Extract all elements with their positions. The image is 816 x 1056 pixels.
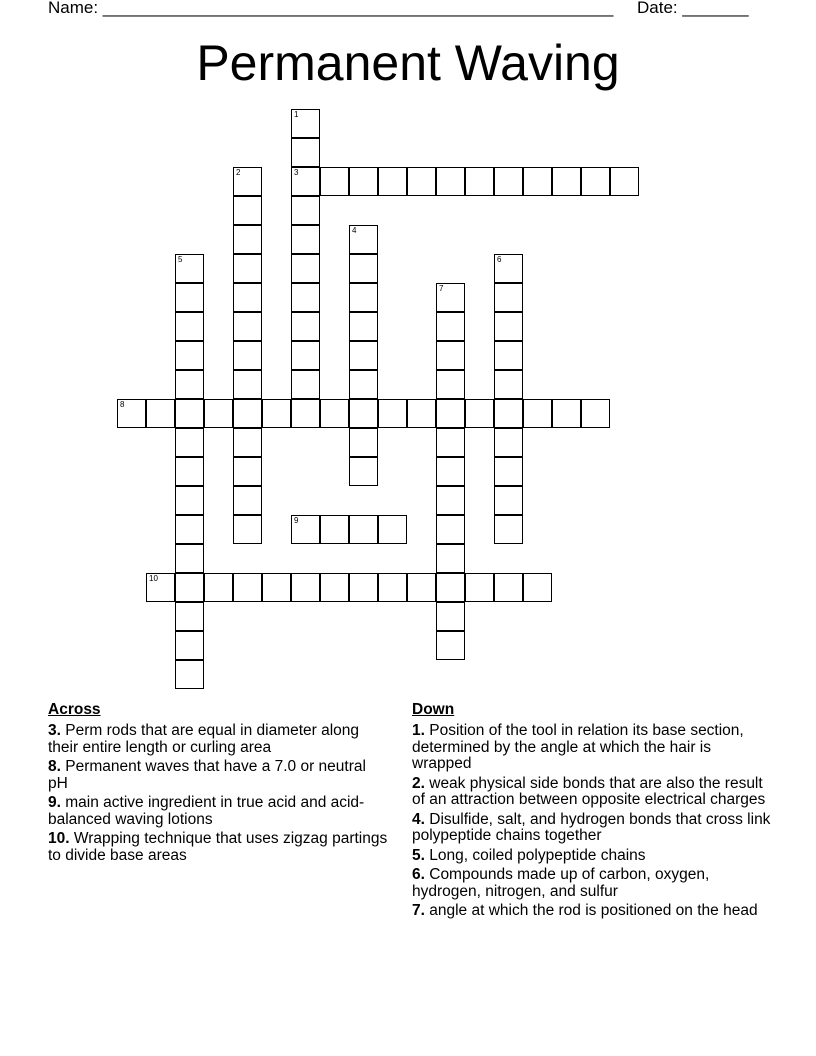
grid-cell[interactable]: [494, 370, 523, 399]
grid-cell[interactable]: [291, 573, 320, 602]
clue-number: 4.: [412, 810, 425, 828]
grid-cell[interactable]: [523, 167, 552, 196]
clue-number: 1.: [412, 722, 425, 739]
across-clue: [48, 831, 388, 864]
cell-number: 9: [294, 516, 299, 525]
cell-number: 3: [294, 168, 299, 177]
grid-cell[interactable]: [465, 399, 494, 428]
grid-cell[interactable]: [407, 167, 436, 196]
grid-cell[interactable]: [349, 167, 378, 196]
grid-cell[interactable]: [291, 341, 320, 370]
grid-cell[interactable]: [291, 370, 320, 399]
grid-cell[interactable]: [378, 573, 407, 602]
grid-cell[interactable]: [146, 573, 175, 602]
grid-cell[interactable]: [552, 167, 581, 196]
grid-cell[interactable]: [436, 515, 465, 544]
down-clue: [412, 723, 772, 773]
grid-cell[interactable]: [233, 341, 262, 370]
down-clues: [412, 701, 772, 923]
grid-cell[interactable]: [581, 167, 610, 196]
clue-text: main active ingredient in true acid and acid-balanced waving lotions: [48, 794, 365, 828]
grid-cell[interactable]: [204, 573, 233, 602]
grid-cell[interactable]: [233, 225, 262, 254]
clue-text: Permanent waves that have a 7.0 or neutral pH: [48, 758, 366, 792]
grid-cell[interactable]: [204, 399, 233, 428]
grid-cell[interactable]: [175, 341, 204, 370]
grid-cell[interactable]: [175, 399, 204, 428]
grid-cell[interactable]: [436, 602, 465, 631]
grid-cell[interactable]: [349, 515, 378, 544]
grid-cell[interactable]: [494, 283, 523, 312]
grid-cell[interactable]: [146, 399, 175, 428]
grid-cell[interactable]: [378, 399, 407, 428]
name-label: Name:: [48, 0, 103, 17]
grid-cell[interactable]: [233, 428, 262, 457]
grid-cell[interactable]: [494, 341, 523, 370]
cell-number: 6: [497, 255, 502, 264]
grid-cell[interactable]: [262, 399, 291, 428]
grid-cell[interactable]: [175, 660, 204, 689]
grid-cell[interactable]: [465, 167, 494, 196]
grid-cell[interactable]: [175, 602, 204, 631]
clue-number: 10.: [48, 830, 70, 847]
clue-number: 9.: [48, 794, 61, 811]
grid-cell[interactable]: [233, 399, 262, 428]
grid-cell[interactable]: [233, 457, 262, 486]
grid-cell[interactable]: [349, 428, 378, 457]
grid-cell[interactable]: [291, 312, 320, 341]
cell-number: 5: [178, 255, 183, 264]
down-clue: [412, 848, 772, 865]
grid-cell[interactable]: [291, 109, 320, 138]
grid-cell[interactable]: [494, 573, 523, 602]
across-clue-list: [48, 723, 388, 864]
grid-cell[interactable]: [175, 573, 204, 602]
down-clue: [412, 867, 772, 900]
grid-cell[interactable]: [233, 370, 262, 399]
date-blank[interactable]: _______: [682, 0, 749, 17]
grid-cell[interactable]: [581, 399, 610, 428]
grid-cell[interactable]: [233, 515, 262, 544]
grid-cell[interactable]: [436, 544, 465, 573]
grid-cell[interactable]: [436, 428, 465, 457]
grid-cell[interactable]: [465, 573, 494, 602]
grid-cell[interactable]: [436, 631, 465, 660]
grid-cell[interactable]: [349, 573, 378, 602]
grid-cell[interactable]: [552, 399, 581, 428]
grid-cell[interactable]: [262, 573, 291, 602]
cell-number: 8: [120, 400, 125, 409]
down-heading: Down: [412, 701, 455, 718]
grid-cell[interactable]: [349, 225, 378, 254]
grid-cell[interactable]: [175, 486, 204, 515]
grid-cell[interactable]: [349, 399, 378, 428]
clue-text: Long, coiled polypeptide chains: [424, 846, 646, 864]
grid-cell[interactable]: [233, 167, 262, 196]
across-heading: Across: [48, 701, 101, 718]
grid-cell[interactable]: [320, 515, 349, 544]
grid-cell[interactable]: [175, 544, 204, 573]
grid-cell[interactable]: [291, 196, 320, 225]
clue-text: angle at which the rod is positioned on the head: [424, 902, 758, 919]
grid-cell[interactable]: [291, 138, 320, 167]
grid-cell[interactable]: [320, 399, 349, 428]
grid-cell[interactable]: [349, 370, 378, 399]
down-clue: [412, 776, 772, 809]
clue-text: Compounds made up of carbon, oxygen, hydrogen, nitrogen, and sulfur: [412, 866, 710, 900]
grid-cell[interactable]: [233, 283, 262, 312]
across-clue: [48, 759, 388, 792]
down-clue-list: [412, 723, 772, 920]
grid-cell[interactable]: [378, 515, 407, 544]
grid-cell[interactable]: [436, 283, 465, 312]
clue-number: 7.: [412, 902, 425, 919]
grid-cell[interactable]: [233, 254, 262, 283]
clue-text: Position of the tool in relation its base section, determined by the angle at which the hair is wrapped: [412, 722, 744, 772]
clue-text: weak physical side bonds that are also the result of an attraction between opposite electrical charges: [412, 774, 766, 808]
grid-cell[interactable]: [494, 457, 523, 486]
grid-cell[interactable]: [436, 312, 465, 341]
grid-cell[interactable]: [523, 399, 552, 428]
clue-number: 8.: [48, 758, 61, 775]
grid-cell[interactable]: [320, 573, 349, 602]
cell-number: 2: [236, 168, 241, 177]
grid-cell[interactable]: [494, 312, 523, 341]
across-clue: [48, 795, 388, 828]
clue-number: 2.: [412, 774, 425, 792]
grid-cell[interactable]: [349, 254, 378, 283]
grid-cell[interactable]: [233, 573, 262, 602]
grid-cell[interactable]: [436, 399, 465, 428]
grid-cell[interactable]: [233, 486, 262, 515]
down-clue: [412, 812, 772, 845]
grid-cell[interactable]: [436, 486, 465, 515]
clue-number: 5.: [412, 846, 425, 864]
cell-number: 4: [352, 226, 357, 235]
grid-cell[interactable]: [175, 254, 204, 283]
across-clue: [48, 723, 388, 756]
date-label: Date:: [636, 0, 683, 17]
grid-cell[interactable]: [436, 341, 465, 370]
grid-cell[interactable]: [233, 312, 262, 341]
grid-cell[interactable]: [349, 283, 378, 312]
cell-number: 7: [439, 284, 444, 293]
puzzle-title: Permanent Waving: [196, 35, 620, 91]
grid-cell[interactable]: [175, 457, 204, 486]
clue-text: Perm rods that are equal in diameter along their entire length or curling area: [48, 722, 360, 756]
grid-cell[interactable]: [291, 515, 320, 544]
grid-cell[interactable]: [523, 573, 552, 602]
grid-cell[interactable]: [494, 167, 523, 196]
grid-cell[interactable]: [494, 399, 523, 428]
clue-text: Wrapping technique that uses zigzag partings to divide base areas: [48, 830, 388, 864]
down-clue: [412, 903, 772, 920]
grid-cell[interactable]: [407, 399, 436, 428]
name-blank[interactable]: ______________________________________________________: [102, 0, 614, 17]
clue-number: 6.: [412, 866, 425, 883]
clue-text: Disulfide, salt, and hydrogen bonds that cross link polypeptide chains together: [412, 810, 771, 844]
grid-cell[interactable]: [291, 254, 320, 283]
grid-cell[interactable]: [117, 399, 146, 428]
grid-cell[interactable]: [175, 631, 204, 660]
grid-cell[interactable]: [291, 225, 320, 254]
grid-cell[interactable]: [436, 370, 465, 399]
grid-cell[interactable]: [175, 312, 204, 341]
grid-cell[interactable]: [233, 196, 262, 225]
grid-cell[interactable]: [436, 573, 465, 602]
grid-cell[interactable]: [349, 341, 378, 370]
grid-cell[interactable]: [175, 370, 204, 399]
grid-cell[interactable]: [494, 428, 523, 457]
grid-cell[interactable]: [610, 167, 639, 196]
clue-number: 3.: [48, 722, 61, 739]
grid-cell[interactable]: [436, 167, 465, 196]
grid-cell[interactable]: [175, 428, 204, 457]
cell-number: 1: [294, 110, 299, 119]
grid-cell[interactable]: [291, 283, 320, 312]
grid-cell[interactable]: [175, 515, 204, 544]
grid-cell[interactable]: [349, 457, 378, 486]
grid-cell[interactable]: [494, 254, 523, 283]
grid-cell[interactable]: [494, 486, 523, 515]
grid-cell[interactable]: [494, 515, 523, 544]
grid-cell[interactable]: [291, 399, 320, 428]
cell-number: 10: [149, 574, 158, 583]
grid-cell[interactable]: [320, 167, 349, 196]
grid-cell[interactable]: [349, 312, 378, 341]
grid-cell[interactable]: [175, 283, 204, 312]
grid-cell[interactable]: [291, 167, 320, 196]
across-clues: [48, 701, 388, 867]
grid-cell[interactable]: [378, 167, 407, 196]
grid-cell[interactable]: [407, 573, 436, 602]
grid-cell[interactable]: [436, 457, 465, 486]
